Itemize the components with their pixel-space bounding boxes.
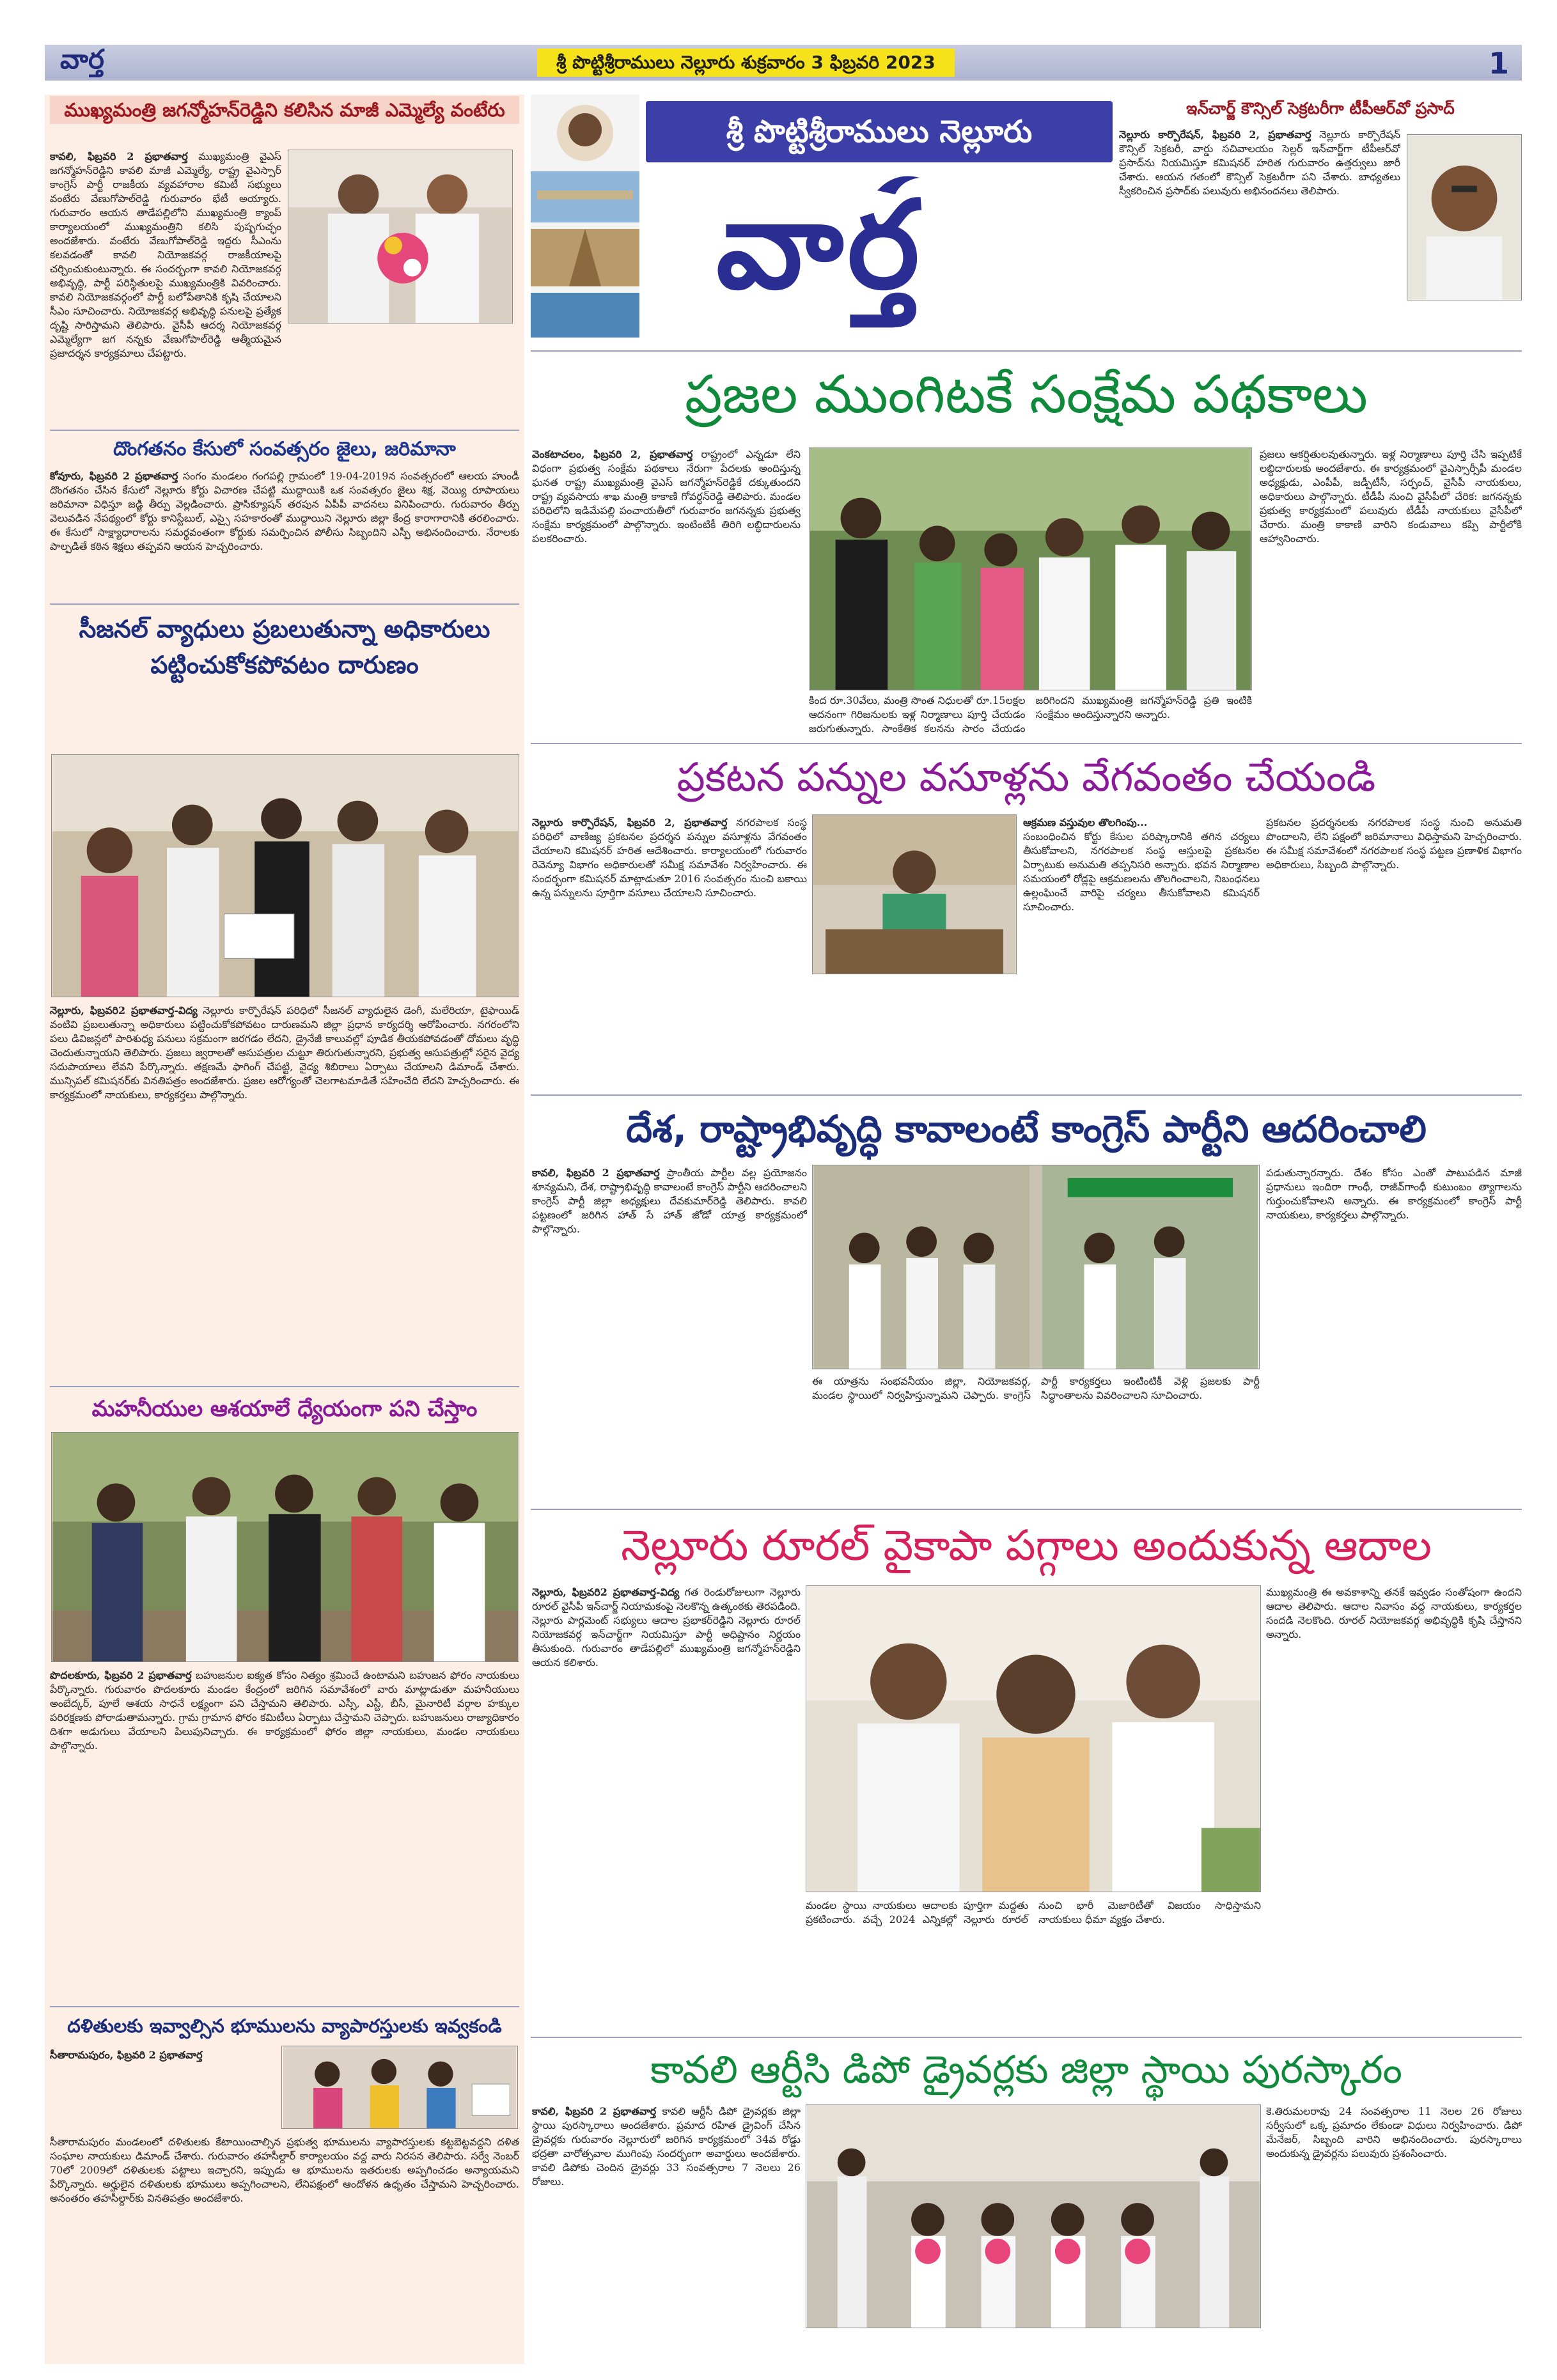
story-rural-adala: [531, 1513, 1522, 1579]
article-text: నెల్లూరు కార్పొరేషన్ పరిధిలో సీజనల్ వ్యాధులైన డెంగీ, మలేరియా, టైఫాయిడ్ వంటివి ప్రబలుతున్నా అధికారులు పట్టించుకోకపోవటం దారుణమని జిల్లా ప్రధాన కార్యదర్శి ఆరోపించారు. నగరంలోని పలు డివిజన్లలో పారిశుధ్య పనులు సక్రమంగా జరగడం లేదని, డ్రైనేజీ కాలువల్లో పూడిక తీయకపోవడంతో దోమలు వృద్ధి చెందుతున్నాయని తెలిపారు. ప్రజలు జ్వరాలతో ఆసుపత్రుల చుట్టూ తిరుగుతున్నారని, ప్రభుత్వ ఆసుపత్రుల్లో సరైన వైద్య సదుపాయాలు లేవని పేర్కొన్నారు. తక్షణమే ఫాగింగ్ చేపట్టి, వైద్య శిబిరాలు ఏర్పాటు చేయాలని డిమాండ్ చేశారు. మున్సిపల్ కమిషనర్‌కు వినతిపత్రం అందజేశారు. ప్రజల ఆరోగ్యంతో చెలగాటమాడితే సహించేది లేదని హెచ్చరించారు. ఈ కార్యక్రమంలో నాయకులు, కార్యకర్తలు పాల్గొన్నారు.: [50, 1004, 519, 1101]
story-dalit-lands-body: [50, 2135, 519, 2359]
headline: సీజనల్ వ్యాధులు ప్రబలుతున్నా అధికారులు పట్టించుకోకపోవటం దారుణం: [79, 615, 490, 679]
divider: [531, 2037, 1522, 2038]
dateline: నెల్లూరు, ఫిబ్రవరి2 ప్రభాతవార్త-విద్య: [50, 1004, 198, 1016]
article-text: ఈ యాత్రను సంభవనీయం జిల్లా, నియోజకవర్గ, మండల స్థాయిలో నిర్వహిస్తున్నామని చెప్పారు. కాంగ్రెస్ పార్టీ కార్యకర్తలు ఇంటింటికీ వెళ్లి ప్రజలకు పార్టీ సిద్ధాంతాలను వివరించాలని సూచించారు.: [812, 1375, 1260, 1401]
story-congress: [531, 1098, 1522, 1160]
divider: [50, 1386, 519, 1387]
photo-illustration: [806, 2105, 1260, 2328]
photo-commissioner: [812, 814, 1017, 974]
story-rural-adala-col3: [1266, 1585, 1522, 2033]
story-congress-col2: [812, 1374, 1260, 1502]
article-text: నెల్లూరు కార్పొరేషన్ కౌన్సిల్ సెక్రటరీ, వార్డు సచివాలయం సెల్లర్ ఇన్‌చార్జ్‌గా టీపీఆర్‌వో ప్రసాద్‌ను నియమిస్తూ కమిషనర్ హరిత గురువారం ఉత్తర్వులు జారీ చేశారు. ఆయన గతంలో కౌన్సిల్ సెక్రటరీగా పని చేశారు. బాధ్యతలు స్వీకరించిన ప్రసాద్‌కు పలువురు అభినందనలు తెలిపారు.: [1119, 128, 1400, 197]
dateline: నెల్లూరు కార్పొరేషన్, ఫిబ్రవరి 2, ప్రభాతవార్త: [532, 816, 728, 828]
photo-illustration: [810, 448, 1251, 690]
divider: [531, 1509, 1522, 1510]
headline: దేశ, రాష్ట్రాభివృద్ధి కావాలంటే కాంగ్రెస్ పార్టీని ఆదరించాలి: [626, 1107, 1427, 1151]
article-text: సంగం మండలం గంగపల్లి గ్రామంలో 19-04-2019న సంవత్సరంలో ఆలయ హుండీ దొంగతనం చేసిన కేసులో నెల్లూరు కోర్టు విచారణ చేపట్టి ముద్దాయికి ఒక సంవత్సరం జైలు శిక్ష, వెయ్యి రూపాయలు జరిమానా విధిస్తూ జడ్జి తీర్పు వెల్లడించారు. ప్రాసిక్యూషన్ తరపున ఏపీపీ వాదనలు వినిపించారు. గురువారం తీర్పు వెలువడిన నేపథ్యంలో కోర్టు కానిస్టేబుల్, ఎస్సై సహకారంతో ముద్దాయిని నెల్లూరు జిల్లా కేంద్ర కారాగారానికి తరలించారు. ఈ కేసులో సాక్ష్యాధారాలను సమర్థవంతంగా కోర్టుకు సమర్పించిన పోలీసు సిబ్బందిని ఎస్పీ అభినందించారు. నేరాలకు పాల్పడితే కఠిన శిక్షలు తప్పవని ఆయన హెచ్చరించారు.: [50, 470, 519, 552]
masthead: [531, 95, 1113, 344]
photo-illustration: [531, 95, 639, 338]
photo-cm-meeting: [288, 150, 513, 323]
divider: [531, 350, 1522, 352]
dateline: కావలి, ఫిబ్రవరి 2 ప్రభాతవార్త: [532, 2105, 657, 2117]
photo-illustration: [806, 1586, 1260, 1892]
article-text: మండల స్థాయి నాయకులు ఆదాలకు పూర్తిగా మద్దతు ప్రకటించారు. వచ్చే 2024 ఎన్నికల్లో నెల్లూరు రూరల్ నుంచి భారీ మెజారిటీతో విజయం సాధిస్తామని నాయకులు ధీమా వ్యక్తం చేశారు.: [806, 1899, 1261, 1925]
story-welfare-schemes: [531, 355, 1522, 435]
page-header-bar: [45, 45, 1522, 81]
story-council-secretary-body: [1119, 128, 1400, 308]
article-text: సంబంధించిన కోర్టు కేసుల పరిష్కారానికి తగిన చర్యలు తీసుకోవాలని, నగరపాలక సంస్థ ఆస్తులపై ప్రకటనల ఏర్పాటుకు అనుమతి తప్పనిసరి అన్నారు. భవన నిర్మాణాల సమయంలో రోడ్లపై ఆక్రమణలను తొలగించాలని, నిబంధనలు ఉల్లంఘించే వారిపై చర్యలు తీసుకోవాలని కమిషనర్ సూచించారు.: [1023, 830, 1260, 913]
dateline: కావలి, ఫిబ్రవరి 2 ప్రభాతవార్త: [50, 150, 188, 162]
subhead: ఆక్రమణ వస్తువుల తొలగింపు...: [1023, 816, 1148, 828]
dateline: వెంకటాచలం, ఫిబ్రవరి 2, ప్రభాతవార్త: [532, 448, 693, 460]
photo-illustration: [813, 1165, 1259, 1369]
masthead-logo: వార్త: [716, 173, 923, 316]
page-number: 1: [1488, 46, 1509, 81]
headline: మహనీయుల ఆశయాలే ధ్యేయంగా పని చేస్తాం: [91, 1396, 478, 1422]
story-ad-tax-col3: [1266, 816, 1522, 1091]
story-ad-tax: [531, 747, 1522, 808]
story-council-secretary: [1119, 96, 1522, 121]
story-rtc-award-col1: [532, 2104, 801, 2347]
story-cm-meeting: [50, 96, 519, 124]
headline: దొంగతనం కేసులో సంవత్సరం జైలు, జరిమానా: [113, 438, 456, 460]
story-welfare-schemes-col1: [532, 447, 801, 697]
photo-welfare-schemes: [809, 447, 1252, 690]
photo-illustration: [52, 755, 519, 997]
article-text: ప్రాంతీయ పార్టీల వల్ల ప్రయోజనం శూన్యమని, దేశ, రాష్ట్రాభివృద్ధి కావాలంటే కాంగ్రెస్ పార్టీని ఆదరించాలని కాంగ్రెస్ పార్టీ జిల్లా అధ్యక్షులు దేవకుమార్‌రెడ్డి తెలిపారు. కావలి పట్టణంలో జరిగిన హాత్ సే హాత్ జోడో యాత్ర కార్యక్రమంలో పాల్గొన్నారు.: [532, 1167, 807, 1235]
dateline: కావలి, ఫిబ్రవరి 2 ప్రభాతవార్త: [532, 1167, 660, 1179]
story-seasonal-diseases: [50, 611, 519, 683]
story-theft-case-body: [50, 469, 519, 597]
story-rtc-award-col3: [1266, 2104, 1522, 2347]
story-rural-adala-col1: [532, 1585, 801, 2033]
photo-illustration: [288, 150, 512, 323]
story-welfare-schemes-col3: [1260, 447, 1522, 738]
headline: ప్రజల ముంగిటకే సంక్షేమ పథకాలు: [685, 364, 1368, 425]
photo-rtc-award: [806, 2104, 1261, 2328]
article-text: సీతారామపురం మండలంలో దళితులకు కేటాయించాల్సిన ప్రభుత్వ భూములను వ్యాపారస్తులకు కట్టబెట్టవద్దని దళిత సంఘాల నాయకులు డిమాండ్ చేశారు. గురువారం తహసీల్దార్ కార్యాలయం వద్ద వారు నిరసన తెలిపారు. సర్వే నెంబర్ 70లో 2009లో దళితులకు పట్టాలు ఇచ్చారని, ఇప్పుడు ఆ భూములను ఇతరులకు అప్పగించడం అన్యాయమని పేర్కొన్నారు. అర్హులైన దళితులకు భూములు అప్పగించాలని, లేనిపక్షంలో ఆందోళన ఉధృతం చేస్తామని హెచ్చరించారు. అనంతరం తహసీల్దార్‌కు వినతిపత్రం అందజేశారు.: [50, 2136, 519, 2204]
headline: ఇన్‌చార్జ్ కౌన్సిల్ సెక్రటరీగా టీపీఆర్‌వో ప్రసాద్: [1186, 99, 1455, 118]
story-mahaniyulu-body: [50, 1668, 519, 2001]
dateline: పొదలకూరు, ఫిబ్రవరి 2 ప్రభాతవార్త: [50, 1669, 192, 1681]
article-text: ముఖ్యమంత్రి ఈ అవకాశాన్ని తనకే ఇవ్వడం సంతోషంగా ఉందని ఆదాల తెలిపారు. ఆదాల నివాసం వద్ద నాయకులు, కార్యకర్తల సందడి నెలకొంది. రూరల్ నియోజకవర్గ అభివృద్ధికి కృషి చేస్తానని అన్నారు.: [1266, 1586, 1522, 1640]
headline: ప్రకటన పన్నుల వసూళ్లను వేగవంతం చేయండి: [677, 754, 1376, 800]
story-congress-col1: [532, 1166, 807, 1358]
story-dalit-lands-lede: [50, 2048, 280, 2116]
article-text: గత రెండురోజులుగా నెల్లూరు రూరల్ వైసీపీ ఇన్‌చార్జ్ నియామకంపై నెలకొన్న ఉత్కంఠకు తెరపడింది. నెల్లూరు పార్లమెంట్ సభ్యులు ఆదాల ప్రభాకర్‌రెడ్డిని నెల్లూరు రూరల్ నియోజకవర్గ ఇన్‌చార్జ్‌గా నియమిస్తూ పార్టీ అధిష్టానం నిర్ణయం తీసుకుంది. గురువారం తాడేపల్లిలో ముఖ్యమంత్రి జగన్మోహన్‌రెడ్డిని ఆయన కలిశారు.: [532, 1586, 801, 1668]
article-text: కింద రూ.30వేలు, మంత్రి సొంత నిధులతో రూ.15లక్షల ఆదనంగా గిరిజనులకు ఇళ్ల నిర్మాణాలు పూర్తి చేయడం జరుగుతున్నారు. సాంకేతిక కలనను సారం చేయడం జరిగిందని ముఖ్యమంత్రి జగన్మోహన్‌రెడ్డి ప్రతి ఇంటికి సంక్షేమం అందిస్తున్నారని అన్నారు.: [809, 694, 1252, 735]
photo-prasad: [1407, 134, 1522, 300]
story-rtc-award: [531, 2039, 1522, 2101]
photo-rural-adala: [806, 1585, 1261, 1892]
dateline: సీతారామపురం, ఫిబ్రవరి 2 ప్రభాతవార్త: [50, 2049, 203, 2061]
dateline: నెల్లూరు, ఫిబ్రవరి2 ప్రభాతవార్త-విద్య: [532, 1586, 680, 1598]
story-welfare-schemes-col2: [809, 694, 1252, 738]
headline: ముఖ్యమంత్రి జగన్మోహన్‌రెడ్డిని కలిసిన మాజీ ఎమ్మెల్యే వంటేరు: [50, 96, 519, 124]
divider: [50, 603, 519, 605]
story-seasonal-diseases-body: [50, 1004, 519, 1378]
story-ad-tax-col1: [532, 816, 807, 1091]
divider: [50, 430, 519, 431]
story-ad-tax-col2: [1023, 816, 1260, 1091]
article-text: ప్రకటనల ప్రదర్శనలకు నగరపాలక సంస్థ నుంచి అనుమతి పొందాలని, లేని పక్షంలో జరిమానాలు విధిస్తామని హెచ్చరించారు. ఈ సమీక్ష సమావేశంలో నగరపాలక సంస్థ పట్టణ ప్రణాళిక విభాగం అధికారులు, సిబ్బంది పాల్గొన్నారు.: [1266, 816, 1522, 871]
story-theft-case: [50, 435, 519, 464]
article-text: ముఖ్యమంత్రి వైఎస్ జగన్మోహన్‌రెడ్డిని కావలి మాజీ ఎమ్మెల్యే, రాష్ట్ర వైఎస్సార్ కాంగ్రెస్ పార్టీ రాజకీయ వ్యవహారాల కమిటీ సభ్యులు వంటేరు వేణుగోపాల్‌రెడ్డి గురువారం భేటీ అయ్యారు. గురువారం ఆయన తాడేపల్లిలోని ముఖ్యమంత్రి క్యాంప్ కార్యాలయంలో ముఖ్యమంత్రిని కలిసి పుష్పగుచ్ఛం అందజేశారు. వంటేరు వేణుగోపాల్‌రెడ్డి ఇద్దరు సీఎంను కలవడంతో కావలి నియోజకవర్గ రాజకీయాలపై చర్చించుకుంటున్నారు. ఈ సందర్భంగా కావలి నియోజకవర్గ అభివృద్ధి, పార్టీ పరిస్థితులపై ముఖ్యమంత్రికి వివరించారు. కావలి నియోజకవర్గంలో పార్టీ బలోపేతానికి కృషి చేయాలని సీఎం సూచించారు. నియోజకవర్గ అభివృద్ధి పనులపై ప్రత్యేక దృష్టి సారిస్తామని తెలిపారు. వైసీపీ ఆదర్శ నియోజకవర్గ ఎమ్మెల్యేగా జగ నన్నకు వేణుగోపాల్‌రెడ్డి ఆత్మీయమైన ప్రజాదర్శన కార్యక్రమాలు చేపట్టారు.: [50, 150, 281, 359]
article-text: కావలి ఆర్టీసీ డిపో డ్రైవర్లకు జిల్లా స్థాయి పురస్కారాలు అందజేశారు. ప్రమాద రహిత డ్రైవింగ్ చేసిన డ్రైవర్లకు గురువారం నెల్లూరులో జరిగిన కార్యక్రమంలో 34వ రోడ్డు భద్రతా వారోత్సవాల ముగింపు సందర్భంగా అవార్డులు అందజేశారు. కావలి డిపోకు చెందిన డ్రైవర్లు 33 సంవత్సరాల 7 నెలలు 26 రోజులు.: [532, 2105, 801, 2188]
photo-dalit-lands: [281, 2046, 518, 2129]
story-dalit-lands: [50, 2011, 519, 2041]
story-rural-adala-col2: [806, 1899, 1261, 2033]
masthead-edition: శ్రీ పొట్టిశ్రీరాములు నెల్లూరు: [646, 101, 1113, 162]
photo-illustration: [813, 815, 1016, 974]
article-text: ప్రజలు ఆకర్షితులవుతున్నారు. ఇళ్ల నిర్మాణాలు పూర్తి చేసి ఇప్పటికే లబ్ధిదారులకు అందజేశారు. ఈ కార్యక్రమంలో వైఎస్సార్సీపీ మండల అధ్యక్షుడు, ఎంపీపీ, జడ్పీటీసీ, సర్పంచ్, వైసీపీ నాయకులు, అధికారులు పాల్గొన్నారు. టీడీపీ నుంచి వైసీపీలో చేరిక: జగనన్నకు ప్రభుత్వ కార్యక్రమంలో పలువురు టీడీపీ నాయకులు వైసీపీలో చేరారు. మంత్రి కాకాణి వారిని కండువాలు కప్పి పార్టీలోకి ఆహ్వానించారు.: [1260, 448, 1522, 545]
header-dateline: శ్రీ పొట్టిశ్రీరాములు నెల్లూరు శుక్రవారం 3 ఫిబ్రవరి 2023: [537, 49, 955, 77]
photo-illustration: [1407, 135, 1521, 300]
photo-seasonal-diseases: [51, 754, 519, 997]
headline: నెల్లూరు రూరల్ వైకాపా పగ్గాలు అందుకున్న ఆదాల: [621, 1521, 1432, 1570]
header-masthead: వార్త: [60, 43, 104, 75]
story-congress-col3: [1266, 1166, 1522, 1498]
dateline: నెల్లూరు కార్పొరేషన్, ఫిబ్రవరి 2, ప్రభాతవార్త: [1119, 128, 1311, 141]
masthead-collage: [531, 95, 639, 338]
article-text: పడుతున్నారన్నారు. దేశం కోసం ఎంతో పాటుపడిన మాజీ ప్రధానులు ఇందిరా గాంధీ, రాజీవ్‌గాంధీ కుటుంబం త్యాగాలను గుర్తుంచుకోవాలని అన్నారు. ఈ కార్యక్రమంలో కాంగ్రెస్ పార్టీ నాయకులు, కార్యకర్తలు పాల్గొన్నారు.: [1266, 1167, 1522, 1221]
headline: కావలి ఆర్టీసి డిపో డ్రైవర్లకు జిల్లా స్థాయి పురస్కారం: [650, 2048, 1402, 2092]
story-mahaniyulu: [50, 1392, 519, 1426]
divider: [50, 2006, 519, 2007]
photo-congress-rally: [812, 1165, 1260, 1369]
divider: [531, 1094, 1522, 1096]
photo-illustration: [282, 2046, 517, 2128]
dateline: కోవూరు, ఫిబ్రవరి 2 ప్రభాతవార్త: [50, 470, 178, 482]
story-cm-meeting-body: [50, 150, 281, 424]
headline: దళితులకు ఇవ్వాల్సిన భూములను వ్యాపారస్తులకు ఇవ్వకండి: [67, 2015, 502, 2037]
article-text: బహుజనుల ఐక్యత కోసం నిత్యం శ్రమించే ఉంటామని బహుజన ఫోరం నాయకులు పేర్కొన్నారు. గురువారం పొదలకూరు మండల కేంద్రంలో జరిగిన సమావేశంలో వారు మాట్లాడుతూ మహనీయులు అంబేద్కర్, పూలే ఆశయ సాధనే లక్ష్యంగా పని చేస్తామని తెలిపారు. ఎస్సీ, ఎస్టీ, బీసీ, మైనారిటీ వర్గాల హక్కుల పరిరక్షణకు పోరాడుతామన్నారు. గ్రామ గ్రామాన ఫోరం కమిటీలు ఏర్పాటు చేస్తామని చెప్పారు. బహుజనులు రాజ్యాధికారం దిశగా అడుగులు వేయాలని పిలుపునిచ్చారు. ఈ కార్యక్రమంలో ఫోరం జిల్లా నాయకులు, మండల నాయకులు పాల్గొన్నారు.: [50, 1669, 519, 1752]
article-text: రాష్ట్రంలో ఎన్నడూ లేని విధంగా ప్రభుత్వ సంక్షేమ పథకాలు నేరుగా పేదలకు అందిస్తున్న ఘనత రాష్ట్ర ముఖ్యమంత్రి వైఎస్ జగన్మోహన్‌రెడ్డికే దక్కుతుందని రాష్ట్ర వ్యవసాయ శాఖ మంత్రి కాకాణి గోవర్ధన్‌రెడ్డి తెలిపారు. మండల పరిధిలోని ఇడిమేపల్లి పంచాయతీలో గురువారం జగనన్నకు ప్రభుత్వ సంక్షేమ కార్యక్రమంలో పాల్గొన్నారు. ఇంటింటికీ తిరిగి లబ్ధిదారులను పలకరించారు.: [532, 448, 801, 545]
divider: [531, 743, 1522, 744]
photo-mahaniyulu: [51, 1432, 519, 1662]
article-text: నగరపాలక సంస్థ పరిధిలో వాణిజ్య ప్రకటనల ప్రదర్శన పన్నుల వసూళ్లను వేగవంతం చేయాలని కమిషనర్ హరిత ఆదేశించారు. కార్యాలయంలో గురువారం రెవెన్యూ విభాగం అధికారులతో సమీక్ష సమావేశం నిర్వహించారు. ఈ సందర్భంగా కమిషనర్ మాట్లాడుతూ 2016 సంవత్సరం నుంచి బకాయి ఉన్న పన్నులను పూర్తిగా వసూలు చేయాలని సూచించారు.: [532, 816, 807, 899]
photo-illustration: [52, 1433, 519, 1661]
article-text: కె.తిరుమలరావు 24 సంవత్సరాల 11 నెలల 26 రోజులు సర్వీసులో ఒక్క ప్రమాదం లేకుండా విధులు నిర్వహించారు. డిపో మేనేజర్, సిబ్బంది వారిని అభినందించారు. పురస్కారాలు అందుకున్న డ్రైవర్లను పలువురు ప్రశంసించారు.: [1266, 2105, 1522, 2159]
